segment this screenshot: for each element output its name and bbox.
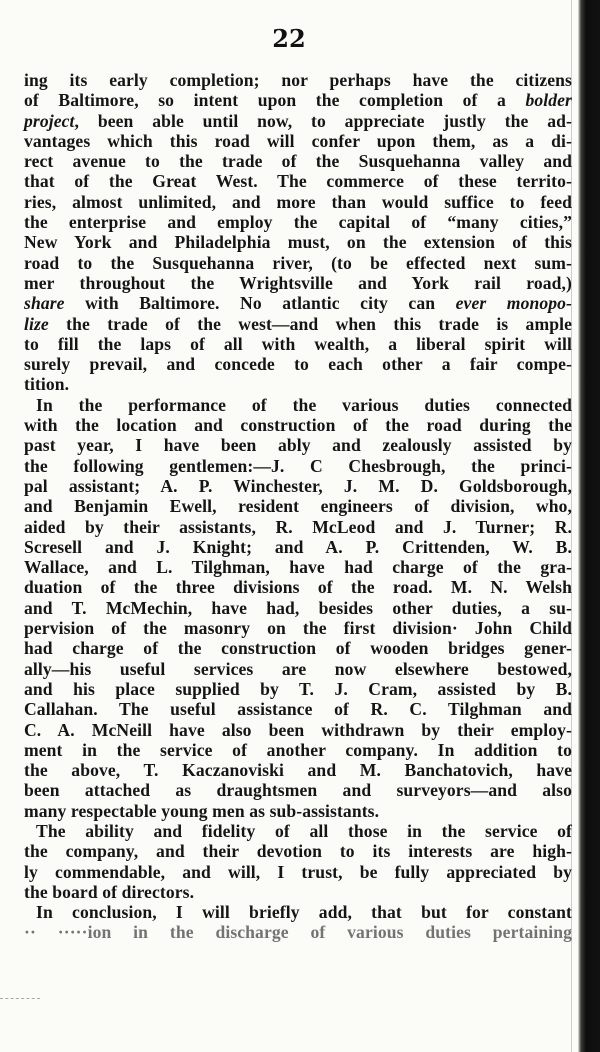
text-line: Scresell and J. Knight; and A. P. Crittenden, W. B.	[24, 536, 572, 557]
text-line	[24, 111, 572, 131]
text-line: pal assistant; A. P. Winchester, J. M. D. Goldsborough,	[24, 475, 572, 496]
text-line: tition.	[24, 374, 70, 395]
text-line: the above, T. Kaczanoviski and M. Banchatovich, have	[24, 760, 572, 781]
text-run: with Baltimore. No atlantic city can	[64, 293, 456, 314]
text-line: been attached as draughtsmen and surveyors—and also	[24, 780, 572, 801]
text-run: of Baltimore, so intent upon the completion of a	[24, 90, 526, 111]
text-line: with the location and construction of the road during the	[24, 415, 572, 436]
text-run: , been able until now, to appreciate justly the ad-	[74, 110, 572, 131]
text-line: that of the Great West. The commerce of these territo-	[24, 171, 572, 192]
text-line: the following gentlemen:—J. C Chesbrough, the princi-	[24, 455, 572, 476]
text-line: mer throughout the Wrightsville and York rail road,)	[24, 272, 572, 293]
text-line: ment in the service of another company. In addition to	[24, 739, 572, 760]
italic-text: lize	[24, 313, 49, 334]
text-line: many respectable young men as sub-assistants.	[24, 800, 380, 821]
text-line: the company, and their devotion to its interests are high-	[24, 841, 572, 862]
text-line	[24, 293, 572, 313]
text-line: past year, I have been ably and zealously assisted by	[24, 435, 572, 456]
text-line	[24, 90, 572, 110]
italic-text: share	[24, 293, 65, 314]
text-line: road to the Susquehanna river, (to be effected next sum-	[24, 252, 572, 273]
text-line: In the performance of the various duties connected	[36, 394, 572, 415]
text-line: In conclusion, I will briefly add, that but for constant	[36, 902, 572, 923]
text-line: Wallace, and L. Tilghman, have had charge of the gra-	[24, 557, 572, 578]
scan-mark	[0, 998, 40, 1002]
text-line: vantages which this road will confer upon them, as a di-	[24, 130, 572, 151]
italic-text: project	[24, 110, 75, 131]
text-line: aided by their assistants, R. McLeod and J. Turner; R.	[24, 516, 572, 537]
text-line: rect avenue to the trade of the Susquehanna valley and	[24, 151, 572, 172]
text-line: C. A. McNeill have also been withdrawn by their employ-	[24, 719, 572, 740]
text-line: pervision of the masonry on the first division· John Child	[24, 618, 572, 639]
text-line: ly commendable, and will, I trust, be fully appreciated by	[24, 861, 572, 882]
text-line: New York and Philadelphia must, on the extension of this	[24, 232, 572, 253]
text-line: duation of the three divisions of the road. M. N. Welsh	[24, 577, 572, 598]
text-line: ries, almost unlimited, and more than would suffice to feed	[24, 191, 572, 212]
text-line: ·· ·····ion in the discharge of various duties pertaining	[24, 922, 572, 943]
page-number: 22	[272, 24, 306, 53]
text-line	[24, 314, 572, 334]
italic-text: ever monopo-	[455, 293, 573, 314]
text-line: the enterprise and employ the capital of “many cities,”	[24, 212, 572, 233]
text-line: to fill the laps of all with wealth, a liberal spirit will	[24, 333, 572, 354]
text-line: ing its early completion; nor perhaps have the citizens	[24, 70, 572, 90]
text-line: Callahan. The useful assistance of R. C. Tilghman and	[24, 699, 572, 720]
text-line: surely prevail, and concede to each other a fair compe-	[24, 354, 572, 375]
text-run: the trade of the west—and when this trade is ample	[48, 313, 572, 334]
text-line: had charge of the construction of wooden bridges gener-	[24, 638, 572, 659]
italic-text: bolder	[525, 90, 572, 111]
text-line: and his place supplied by T. J. Cram, assisted by B.	[24, 678, 572, 699]
binding-edge	[578, 0, 600, 1052]
text-line: and Benjamin Ewell, resident engineers of division, who,	[24, 496, 572, 517]
text-line: ally—his useful services are now elsewhere bestowed,	[24, 658, 572, 679]
text-line: the board of directors.	[24, 881, 195, 902]
text-line: and T. McMechin, have had, besides other duties, a su-	[24, 597, 572, 618]
body-text	[24, 70, 572, 943]
text-line: The ability and fidelity of all those in the service of	[36, 820, 572, 841]
